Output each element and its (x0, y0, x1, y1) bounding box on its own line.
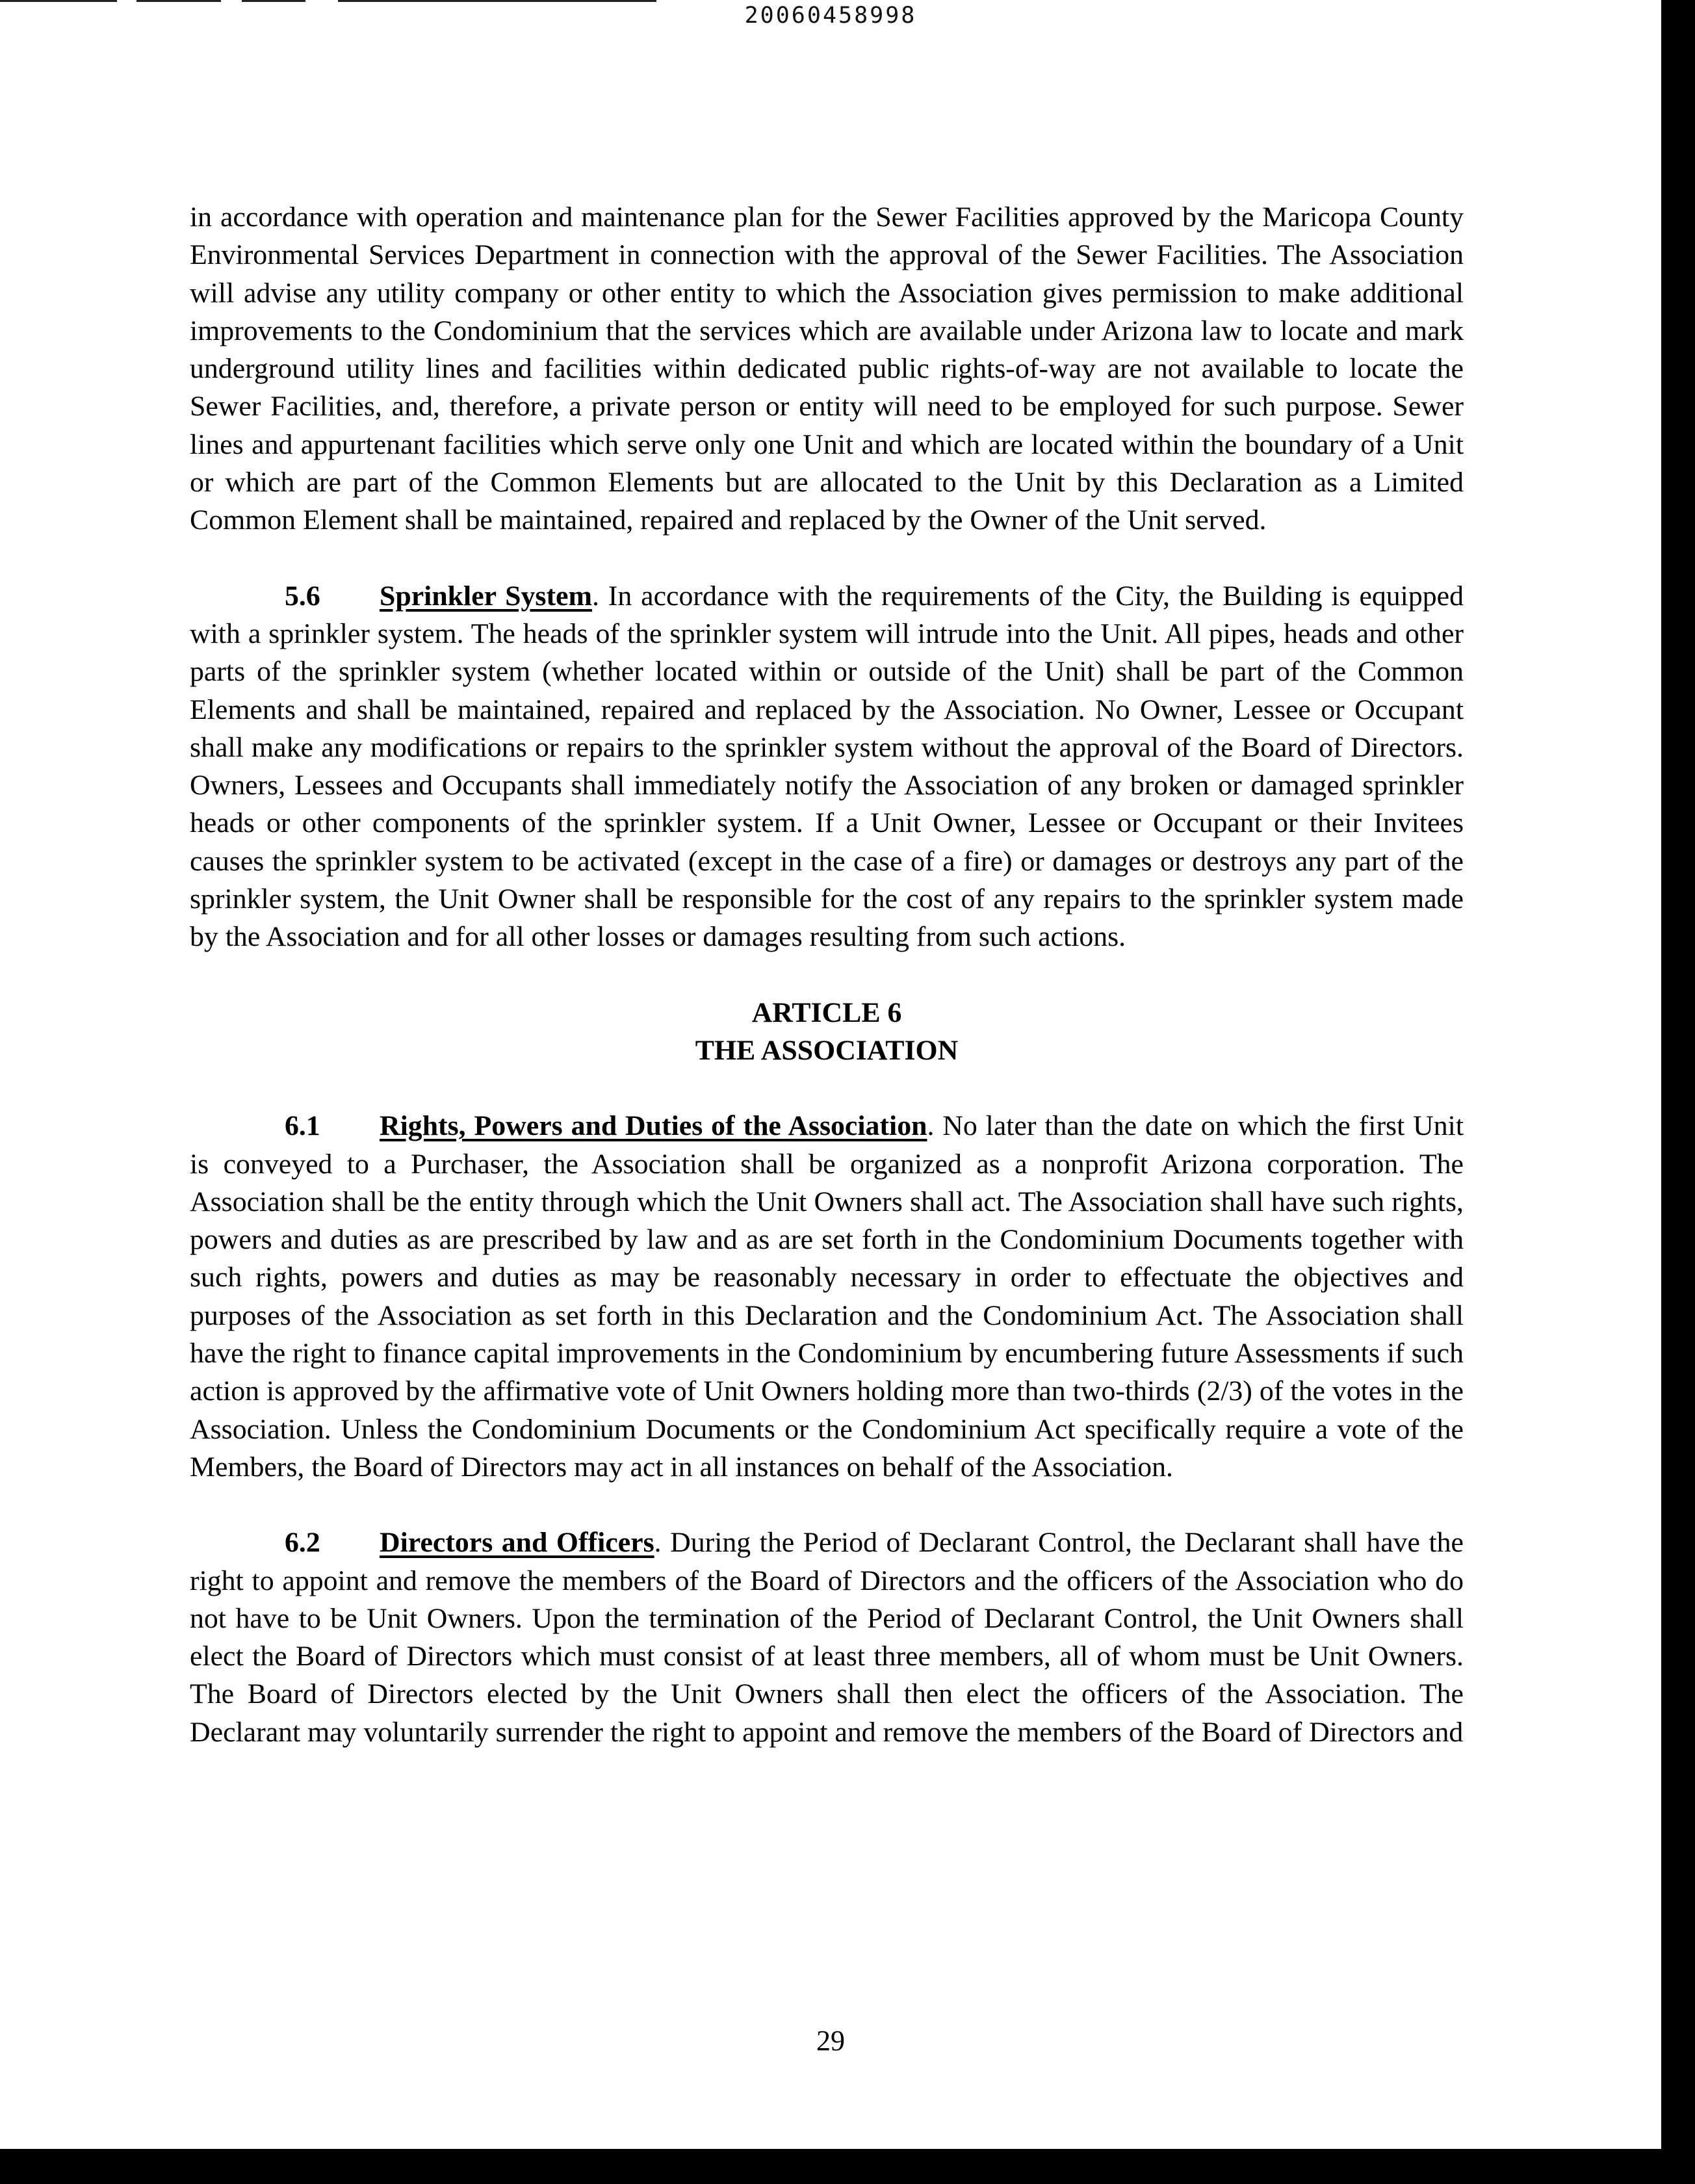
section-title: Directors and Officers (380, 1527, 654, 1559)
section-number: 6.1 (285, 1110, 320, 1142)
section-number: 5.6 (285, 580, 320, 612)
section-title: Sprinkler System (380, 580, 592, 612)
section-6-1 (190, 1107, 1464, 1486)
section-body: . No later than the date on which the first Unit is conveyed to a Purchaser, the Association shall be organized as a nonprofit Arizona corporation. The Association shall be the entity through which the Unit Owners shall act. The Association shall have such rights, powers and duties as are prescribed by law and as are set forth in the Condominium Documents together with such rights, powers and duties as may be reasonably necessary in order to effectuate the objectives and purposes of the Association as set forth in this Declaration and the Condominium Act. The Association shall have the right to finance capital improvements in the Condominium by encumbering future Assessments if such action is approved by the affirmative vote of Unit Owners holding more than two-thirds (2/3) of the votes in the Association. Unless the Condominium Documents or the Condominium Act specifically require a vote of the Members, the Board of Directors may act in all instances on behalf of the Association. (190, 1110, 1464, 1483)
section-5-6 (190, 577, 1464, 956)
page-number: 29 (816, 2025, 845, 2057)
scan-top-rule (0, 0, 656, 2)
section-body: . During the Period of Declarant Control, the Declarant shall have the right to appoint and remove the members of the Board of Directors and the officers of the Association who do not have to be Unit Owners. Upon the termination of the Period of Declarant Control, the Unit Owners shall elect the Board of Directors which must consist of at least three members, all of whom must be Unit Owners. The Board of Directors elected by the Unit Owners shall then elect the officers of the Association. The Declarant may voluntarily surrender the right to appoint and remove the members of the Board of Directors and (190, 1527, 1464, 1748)
article-title: THE ASSOCIATION (695, 1034, 959, 1066)
section-6-2 (190, 1524, 1464, 1751)
section-title: Rights, Powers and Duties of the Association (380, 1110, 927, 1142)
document-number: 20060458998 (744, 3, 917, 29)
scan-right-edge (1661, 0, 1695, 2184)
section-body: . In accordance with the requirements of the City, the Building is equipped with a sprinkler system. The heads of the sprinkler system will intrude into the Unit. All pipes, heads and other parts of the sprinkler system (whether located within or outside of the Unit) shall be part of the Common Elements and shall be maintained, repaired and replaced by the Association. No Owner, Lessee or Occupant shall make any modifications or repairs to the sprinkler system without the approval of the Board of Directors. Owners, Lessees and Occupants shall immediately notify the Association of any broken or damaged sprinkler heads or other components of the sprinkler system. If a Unit Owner, Lessee or Occupant or their Invitees causes the sprinkler system to be activated (except in the case of a fire) or damages or destroys any part of the sprinkler system, the Unit Owner shall be responsible for the cost of any repairs to the sprinkler system made by the Association and for all other losses or damages resulting from such actions. (190, 580, 1464, 953)
article-label: ARTICLE 6 (751, 996, 902, 1028)
document-body (190, 198, 1464, 1789)
article-heading (190, 994, 1464, 1070)
section-number: 6.2 (285, 1527, 320, 1559)
scan-bottom-edge (0, 2149, 1695, 2184)
paragraph-continuation: in accordance with operation and maintenance plan for the Sewer Facilities approved by the Maricopa County Environmental Services Department in connection with the approval of the Sewer Facilities. The Association will advise any utility company or other entity to which the Association gives permission to make additional improvements to the Condominium that the services which are available under Arizona law to locate and mark underground utility lines and facilities within dedicated public rights-of-way are not available to locate the Sewer Facilities, and, therefore, a private person or entity will need to be employed for such purpose. Sewer lines and appurtenant facilities which serve only one Unit and which are located within the boundary of a Unit or which are part of the Common Elements but are allocated to the Unit by this Declaration as a Limited Common Element shall be maintained, repaired and replaced by the Owner of the Unit served. (190, 202, 1464, 536)
